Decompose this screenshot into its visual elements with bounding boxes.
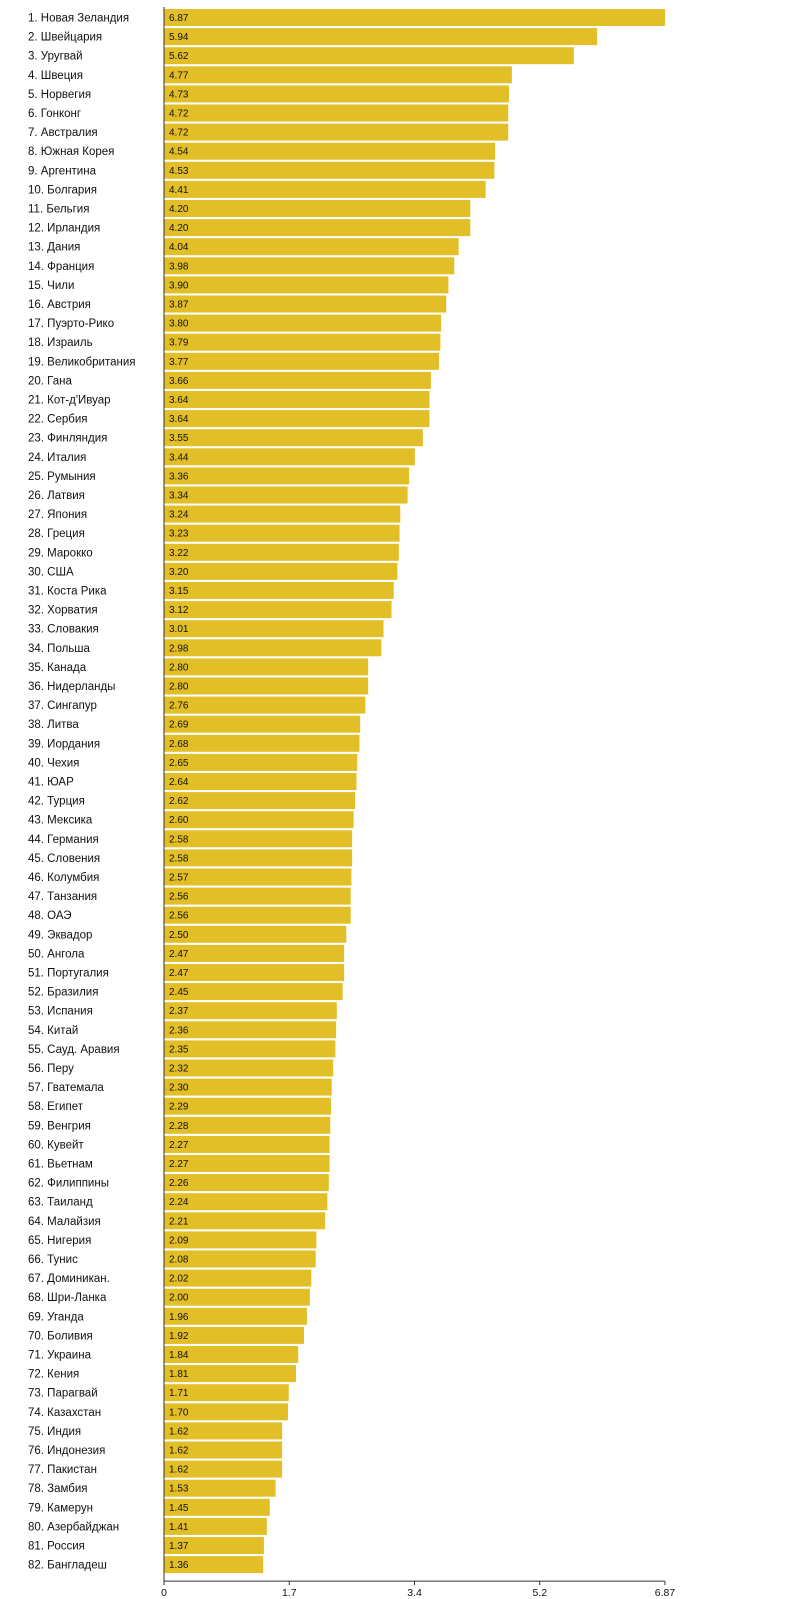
bar xyxy=(164,983,343,1000)
bar-value-label: 2.30 xyxy=(169,1082,189,1094)
category-label: 69. Уганда xyxy=(28,1311,84,1324)
category-label: 62. Филиппины xyxy=(28,1177,109,1190)
bar-value-label: 2.47 xyxy=(169,968,189,979)
bar-value-label: 2.58 xyxy=(169,834,189,846)
bar-value-label: 3.15 xyxy=(169,586,189,597)
category-label: 61. Вьетнам xyxy=(28,1158,93,1171)
category-label: 73. Парагвай xyxy=(28,1387,98,1400)
bar xyxy=(164,391,429,408)
bar-value-label: 2.32 xyxy=(169,1063,189,1075)
category-label: 28. Греция xyxy=(28,528,85,541)
bar xyxy=(164,907,351,924)
category-label: 68. Шри-Ланка xyxy=(28,1292,107,1305)
category-label: 49. Эквадор xyxy=(28,929,93,942)
category-label: 59. Венгрия xyxy=(28,1120,91,1133)
bar xyxy=(164,945,344,962)
x-tick-label: 3.4 xyxy=(407,1587,422,1599)
x-tick-label: 1.7 xyxy=(281,1587,297,1599)
bar-value-label: 2.24 xyxy=(169,1197,189,1209)
category-label: 10. Болгария xyxy=(28,184,97,197)
bar-value-label: 4.73 xyxy=(169,89,189,101)
bar-value-label: 2.26 xyxy=(169,1178,189,1190)
category-label: 58. Египет xyxy=(28,1101,83,1114)
bar xyxy=(164,47,574,64)
category-label: 40. Чехия xyxy=(28,757,80,770)
bar-value-label: 1.84 xyxy=(169,1350,189,1361)
bar xyxy=(164,257,454,274)
category-label: 53. Испания xyxy=(28,1005,93,1018)
category-label: 41. ЮАР xyxy=(28,776,74,789)
bar xyxy=(164,620,384,637)
category-label: 14. Франция xyxy=(28,260,95,273)
category-label: 81. Россия xyxy=(28,1540,85,1553)
bar xyxy=(164,1136,330,1153)
category-label: 37. Сингапур xyxy=(28,700,97,713)
bar xyxy=(164,888,351,905)
bar xyxy=(164,334,440,351)
bar-value-label: 2.69 xyxy=(169,719,189,731)
bar xyxy=(164,1079,332,1096)
category-label: 45. Словения xyxy=(28,852,101,865)
category-label: 74. Казахстан xyxy=(28,1406,102,1419)
bar-value-label: 3.64 xyxy=(169,414,189,426)
category-label: 56. Перу xyxy=(28,1063,74,1075)
bar-value-label: 2.50 xyxy=(169,929,189,941)
bar xyxy=(164,315,441,332)
value-labels xyxy=(169,13,189,1571)
category-label: 16. Австрия xyxy=(28,299,91,311)
bar-value-label: 1.62 xyxy=(169,1426,189,1438)
category-label: 57. Гватемала xyxy=(28,1082,104,1095)
x-tick-label: 6.87 xyxy=(654,1587,676,1599)
category-label: 75. Индия xyxy=(28,1425,82,1438)
bar xyxy=(164,9,665,26)
bar-value-label: 2.68 xyxy=(169,738,189,750)
bar-value-label: 2.35 xyxy=(169,1044,189,1056)
category-label: 63. Таиланд xyxy=(28,1196,93,1209)
bar-value-label: 2.65 xyxy=(169,757,189,769)
bar-value-label: 2.56 xyxy=(169,891,189,903)
bar-value-label: 1.71 xyxy=(169,1388,189,1400)
bar xyxy=(164,964,344,981)
category-label: 7. Австралия xyxy=(28,127,98,140)
bar-value-label: 3.90 xyxy=(169,280,189,292)
bar-value-label: 3.36 xyxy=(169,471,189,483)
category-label: 23. Финляндия xyxy=(28,432,108,445)
category-label: 21. Кот-д'Ивуар xyxy=(28,394,111,407)
bar xyxy=(164,467,409,484)
bar xyxy=(164,85,509,102)
bar-value-label: 2.64 xyxy=(169,777,189,788)
bar-value-label: 2.08 xyxy=(169,1254,189,1266)
category-label: 67. Доминикан. xyxy=(28,1273,110,1286)
category-label: 36. Нидерланды xyxy=(28,681,116,693)
bar-value-label: 3.79 xyxy=(169,337,189,349)
category-label: 29. Марокко xyxy=(28,547,93,560)
category-label: 46. Колумбия xyxy=(28,872,100,884)
category-label: 55. Сауд. Аравия xyxy=(28,1043,120,1056)
category-label: 19. Великобритания xyxy=(28,356,136,369)
bar xyxy=(164,658,368,675)
bar xyxy=(164,105,508,122)
bar-value-label: 1.92 xyxy=(169,1330,189,1342)
bar-value-label: 1.37 xyxy=(169,1541,189,1552)
bar-value-label: 1.45 xyxy=(169,1502,189,1514)
category-label: 78. Замбия xyxy=(28,1483,88,1496)
bar-value-label: 2.29 xyxy=(169,1101,189,1113)
category-label: 66. Тунис xyxy=(28,1254,78,1266)
bar xyxy=(164,678,368,695)
bar xyxy=(164,1002,337,1019)
category-label: 33. Словакия xyxy=(28,623,99,636)
bar-value-label: 1.36 xyxy=(169,1560,189,1572)
bar-value-label: 4.72 xyxy=(169,127,189,139)
bar xyxy=(164,544,399,561)
bars xyxy=(164,9,665,1573)
category-label: 52. Бразилия xyxy=(28,986,99,999)
bar-value-label: 1.53 xyxy=(169,1483,189,1495)
category-label: 26. Латвия xyxy=(28,490,85,502)
bar-value-label: 1.96 xyxy=(169,1311,189,1323)
category-label: 50. Ангола xyxy=(28,948,85,961)
category-label: 76. Индонезия xyxy=(28,1445,106,1457)
category-label: 11. Бельгия xyxy=(28,203,90,216)
category-label: 17. Пуэрто-Рико xyxy=(28,318,115,331)
bar xyxy=(164,735,359,752)
bar-value-label: 2.27 xyxy=(169,1139,189,1151)
x-tick-label: 0 xyxy=(161,1587,167,1599)
category-label: 31. Коста Рика xyxy=(28,585,107,598)
bar-value-label: 5.62 xyxy=(169,51,189,63)
bar-value-label: 2.58 xyxy=(169,853,189,865)
bar-value-label: 2.27 xyxy=(169,1159,189,1170)
bar-value-label: 2.28 xyxy=(169,1120,189,1132)
category-label: 1. Новая Зеландия xyxy=(28,12,130,25)
category-label: 24. Италия xyxy=(28,451,87,464)
category-label: 64. Малайзия xyxy=(28,1215,101,1228)
category-label: 15. Чили xyxy=(28,279,75,292)
bar xyxy=(164,429,423,446)
category-label: 82. Бангладеш xyxy=(28,1559,107,1572)
category-labels xyxy=(28,13,136,1572)
category-label: 79. Камерун xyxy=(28,1502,93,1515)
bar-value-label: 4.41 xyxy=(169,184,189,196)
bar xyxy=(164,697,365,714)
category-label: 35. Канада xyxy=(28,661,87,674)
bar-value-label: 5.94 xyxy=(169,32,189,44)
category-label: 54. Китай xyxy=(28,1024,79,1037)
bar-value-label: 2.60 xyxy=(169,815,189,827)
category-label: 32. Хорватия xyxy=(28,604,98,617)
bar xyxy=(164,1193,327,1210)
category-label: 71. Украина xyxy=(28,1349,91,1362)
bar xyxy=(164,639,381,656)
bar-value-label: 1.81 xyxy=(169,1369,189,1381)
category-label: 25. Румыния xyxy=(28,470,96,483)
bar-value-label: 3.44 xyxy=(169,452,189,464)
category-label: 12. Ирландия xyxy=(28,222,101,235)
bar xyxy=(164,792,355,809)
bar-value-label: 4.20 xyxy=(169,223,189,235)
bar-value-label: 1.62 xyxy=(169,1445,189,1457)
bar-value-label: 6.87 xyxy=(169,13,189,24)
bar xyxy=(164,582,394,599)
bar xyxy=(164,28,597,45)
bar-value-label: 3.98 xyxy=(169,261,189,273)
bar-value-label: 2.00 xyxy=(169,1292,189,1304)
category-label: 48. ОАЭ xyxy=(28,910,72,923)
category-label: 47. Танзания xyxy=(28,891,98,904)
bar-value-label: 3.24 xyxy=(169,509,189,521)
bar-value-label: 2.45 xyxy=(169,987,189,999)
bar-value-label: 4.53 xyxy=(169,165,189,177)
x-tick-label: 5.2 xyxy=(532,1587,548,1599)
category-label: 8. Южная Корея xyxy=(28,146,115,159)
category-label: 77. Пакистан xyxy=(28,1464,97,1477)
bar xyxy=(164,506,400,523)
bar xyxy=(164,410,429,427)
bar-value-label: 4.04 xyxy=(169,242,189,254)
bar xyxy=(164,1060,333,1077)
bar-value-label: 3.80 xyxy=(169,318,189,330)
bar-value-label: 4.77 xyxy=(169,70,189,82)
bar xyxy=(164,830,352,847)
category-label: 9. Аргентина xyxy=(28,165,96,178)
bar-value-label: 3.22 xyxy=(169,547,189,559)
bar xyxy=(164,1174,329,1191)
bar xyxy=(164,200,470,217)
bar xyxy=(164,1155,330,1172)
category-label: 5. Норвегия xyxy=(28,88,92,101)
bar-value-label: 3.34 xyxy=(169,490,189,502)
category-label: 51. Португалия xyxy=(28,967,109,980)
category-label: 4. Швеция xyxy=(28,69,83,82)
bar xyxy=(164,448,415,465)
bar xyxy=(164,869,351,886)
bar-value-label: 2.09 xyxy=(169,1235,189,1247)
bar xyxy=(164,716,360,733)
category-label: 70. Боливия xyxy=(28,1330,93,1343)
category-label: 18. Израиль xyxy=(28,337,93,350)
bar xyxy=(164,181,486,198)
bar-value-label: 4.20 xyxy=(169,204,189,215)
bar xyxy=(164,525,400,542)
category-label: 42. Турция xyxy=(28,795,85,808)
bar-value-label: 2.62 xyxy=(169,796,189,808)
bar xyxy=(164,124,508,141)
bar-value-label: 2.37 xyxy=(169,1006,189,1018)
bar xyxy=(164,563,397,580)
bar xyxy=(164,926,346,943)
bar xyxy=(164,754,357,771)
category-label: 44. Германия xyxy=(28,833,99,846)
bar-value-label: 2.36 xyxy=(169,1025,189,1037)
bar xyxy=(164,66,512,83)
bar-value-label: 2.80 xyxy=(169,681,189,693)
bar xyxy=(164,1040,335,1057)
bar xyxy=(164,773,357,790)
category-label: 39. Иордания xyxy=(28,738,101,751)
category-label: 30. США xyxy=(28,566,74,579)
bar-value-label: 3.87 xyxy=(169,299,189,311)
category-label: 22. Сербия xyxy=(28,413,88,426)
bar-value-label: 3.77 xyxy=(169,356,189,368)
bar-value-label: 3.55 xyxy=(169,433,189,445)
bar-value-label: 2.76 xyxy=(169,700,189,712)
category-label: 38. Литва xyxy=(28,719,79,732)
bar-value-label: 2.47 xyxy=(169,948,189,960)
category-label: 72. Кения xyxy=(28,1368,80,1381)
bar xyxy=(164,849,352,866)
bar xyxy=(164,372,431,389)
bar xyxy=(164,296,446,313)
bar-value-label: 2.57 xyxy=(169,872,189,884)
bar xyxy=(164,276,448,293)
bar-value-label: 3.66 xyxy=(169,375,189,387)
category-label: 80. Азербайджан xyxy=(28,1521,120,1534)
bar-value-label: 3.20 xyxy=(169,566,189,578)
category-label: 34. Польша xyxy=(28,642,90,655)
bar-value-label: 2.21 xyxy=(169,1216,189,1228)
bar-value-label: 2.80 xyxy=(169,662,189,674)
bar xyxy=(164,1117,330,1134)
category-label: 6. Гонконг xyxy=(28,108,82,120)
bar xyxy=(164,811,354,828)
bar-value-label: 4.72 xyxy=(169,108,189,120)
category-label: 60. Кувейт xyxy=(28,1139,84,1152)
bar xyxy=(164,238,459,255)
bar xyxy=(164,601,392,618)
bar xyxy=(164,143,495,160)
bar xyxy=(164,162,494,179)
bar-value-label: 1.41 xyxy=(169,1521,189,1533)
category-label: 13. Дания xyxy=(28,241,81,254)
category-label: 3. Уругвай xyxy=(28,50,83,63)
bar xyxy=(164,353,439,370)
bar xyxy=(164,1021,336,1038)
bar-value-label: 3.23 xyxy=(169,528,189,540)
bar-value-label: 1.70 xyxy=(169,1407,189,1419)
bar xyxy=(164,487,408,504)
bar-value-label: 2.56 xyxy=(169,910,189,922)
bar-value-label: 2.98 xyxy=(169,643,189,655)
bar xyxy=(164,1098,331,1115)
category-label: 43. Мексика xyxy=(28,814,93,827)
bar-value-label: 1.62 xyxy=(169,1464,189,1476)
bar xyxy=(164,219,470,236)
bar-value-label: 3.64 xyxy=(169,395,189,406)
category-label: 27. Япония xyxy=(28,509,88,522)
bar-value-label: 3.12 xyxy=(169,605,189,617)
bar-value-label: 4.54 xyxy=(169,146,189,158)
category-label: 2. Швейцария xyxy=(28,31,103,44)
bar-value-label: 3.01 xyxy=(169,624,189,636)
category-label: 65. Нигерия xyxy=(28,1234,92,1247)
bar-value-label: 2.02 xyxy=(169,1273,189,1285)
category-label: 20. Гана xyxy=(28,375,72,388)
